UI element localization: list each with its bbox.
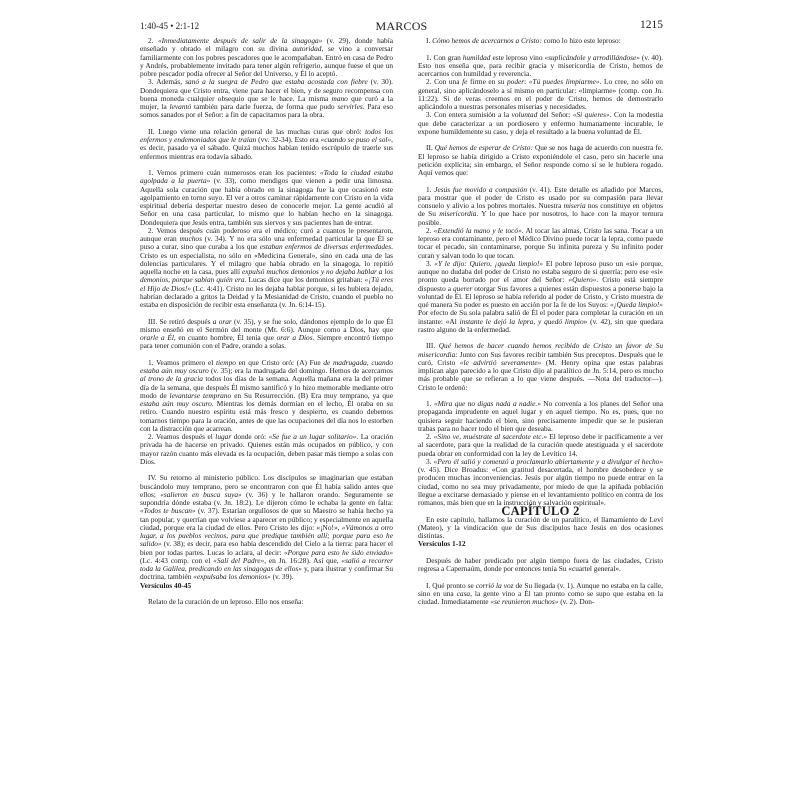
page-number: 1215	[640, 19, 663, 31]
paragraph: 3. «Pero él salió y comenzó a proclamarlo abiertamente y a divulgar el hecho» (v. 45). Dice Broadus: «Con gratitud desacertada, el hombre desobedece y se producen muchas inconveniencias. Jesús por algún tiempo no puede entrar en la ciudad, como no sea muy privadamente, por miedo de que la apiñada población llegue a excitarse demasiado y piense en el levantamiento político en contra de los romanos, más bien que en la instrucción y salvación espiritual».	[418, 456, 663, 507]
right-paragraphs-after	[418, 557, 663, 607]
emphasis: levantarse temprano	[169, 390, 232, 400]
emphasis: «Pero él salió y comenzó a proclamarlo abiertamente y a divulgar el hecho»	[433, 456, 663, 466]
paragraph: 1. Con gran humildad este leproso vino «suplicándole y arrodillándose» (v. 40). Esto nos enseña que, para recibir gracia y misericordia de Cristo, hemos de acercarnos con humildad y reverencia.	[418, 52, 664, 78]
emphasis: «salió a recorrer toda la Galilea, predicando en las sinagogas de ellos»	[140, 555, 393, 573]
emphasis: Jesús fue movido a compasión	[434, 184, 528, 194]
paragraph: Después de haber predicado por algún tiempo fuera de las ciudades, Cristo regresa a Capernaúm, donde por entonces tenía Su «cuartel general».	[418, 555, 663, 573]
emphasis: expulsó muchos demonios y no dejaba hablar a los demonios, porque sabían quién era	[140, 267, 394, 285]
emphasis: «expulsaba los demonios»	[193, 572, 271, 582]
paragraph: 1. Vemos primero cuán numerosos eran los pacientes: «Toda la ciudad estaba agolpada a la puerta» (v. 33), como mendigos que vienen a pedir una limosna. Aquella sola curación que había obrado en la sinagoga fue la que ocasionó este agolpamiento en torno suyo. El ver a otros caminar rápidamente con Cristo en la vida espiritual debería despertar nuestro deseo de conocerle mejor. La gente acudió al Señor en una casa particular, lo mismo que lo habían hecho en la sinagoga. Dondequiera que Jesús entra, también sus siervos y sus pacientes han de entrar.	[140, 168, 393, 227]
emphasis: «Porque para esto he sido enviado»	[283, 547, 393, 557]
emphasis: de madrugada, cuando estaba aún muy oscuro	[140, 357, 393, 375]
paragraph: 1. Jesús fue movido a compasión (v. 41). Este detalle es añadido por Marcos, para mostrar que el poder de Cristo es usado por su compasión para llevar consuelo y alivio a los pobres mortales. Nuestra miseria nos constituye en objetos de Su misericordia. Y lo que hace por nosotros, lo hace con la mayor ternura posible.	[418, 184, 664, 227]
emphasis: muchos	[179, 234, 202, 243]
emphasis: orarle a Él	[140, 333, 174, 342]
emphasis: sanó a la suegra de Pedro que estaba acostada con fiebre	[185, 77, 368, 87]
paragraph: 2. «Inmediatamente después de salir de la sinagoga» (v. 29), donde había enseñado y obrado el milagro con su divina autoridad, se vino a conversar familiarmente con los pobres pescadores que le acompañaban. Entró en casa de Pedro y Andrés, probablemente invitado para tener algún refrigerio, aunque fuese el que un pobre pescador podía ofrecer al Señor del Universo, y Él lo aceptó.	[140, 36, 394, 78]
emphasis: «Sino ve, muéstrate al sacerdote etc.»	[433, 432, 548, 441]
emphasis: «Salí del Padre»	[213, 555, 265, 565]
paragraph: I. Cómo hemos de acercarnos a Cristo: como lo hizo este leproso:	[426, 36, 621, 45]
paragraph: 3. Además, sanó a la suegra de Pedro que estaba acostada con fiebre (v. 30). Dondequiera que Cristo entra, viene para hacer el bien, y de seguro recompensa con buena moneda cualquier obsequio que se le hace. La misma mano que curó a la mujer, la levantó también para darle fuerza, de forma que pudo servirles. Para eso somos sanados por el Señor: a fin de capacitarnos para la obra.	[140, 77, 393, 120]
paragraph: III. Qué hemos de hacer cuando hemos recibido de Cristo un favor de Su misericordia: Junto con Sus favores recibir también Sus preceptos. Después que le curó, Cristo «le advirtió severamente» (M. Henry opina que estas palabras implican algo parecido a lo que Cristo dijo al paralítico de Jn. 5:14, pero es mucho más probable que se refieran a lo que viene después. —Nota del traductor—). Cristo le ordenó:	[418, 341, 664, 392]
emphasis: «¡Queda limpio!»	[610, 300, 663, 309]
emphasis: «Tú puedes limpiarme»	[528, 77, 600, 87]
right-paragraphs	[418, 37, 663, 507]
section-heading-1-12: Versículos 1-12	[418, 539, 466, 549]
emphasis: Qué hemos de esperar de Cristo:	[434, 143, 533, 153]
emphasis: al trono de la gracia	[140, 374, 203, 384]
emphasis: estaban enfermos de diversas enfermedades	[259, 242, 392, 252]
emphasis: fe	[462, 77, 468, 87]
emphasis: misericordia	[439, 209, 477, 219]
emphasis: miseria	[563, 201, 586, 210]
emphasis: poder	[507, 77, 525, 87]
paragraph: 3. Con entera sumisión a la voluntad del Señor: «Si quieres». Con la modestia que debe caracterizar a un pordiosero y enfermo humanamente incurable, le expone humildemente su caso, y deja el resultado a la buena voluntad de Él.	[418, 110, 663, 136]
emphasis: «Extendió la mano y le tocó»	[433, 225, 522, 235]
chapter-intro: En este capítulo, hallamos la curación de un paralítico, el llamamiento de Leví (Mateo), y la vindicación que de Sus discípulos hace Jesús en dos ocasiones distintas.	[418, 514, 663, 540]
book-page	[140, 0, 663, 800]
emphasis: orar a Dios	[276, 333, 313, 342]
emphasis: «Vámonos a otro lugar, a los pueblos vecinos, para que predique también allí; porque para eso he salido»	[140, 522, 393, 549]
emphasis: «Todos te buscan»	[140, 506, 196, 516]
paragraph: II. Luego viene una relación general de las muchas curas que obró: todos los enfermos y endemoniados que le traían (vv. 32-34). Esto era «cuando se puso el sol», es decir, pasado ya el sábado. Quizá muchos habían tenido escrúpulo de traerle sus enfermos mientras era todavía sábado.	[140, 126, 394, 161]
right-column	[418, 37, 663, 606]
paragraph: 3. «Y le dijo: Quiero, ¡queda limpio!» El pobre leproso puso un «si» porque, aunque no dudaba del poder de Cristo no estaba seguro de si querría; pero ese «si» pronto queda borrado por el amor del Señor: «Quiero». Cristo está siempre dispuesto a querer otorgar Sus favores a quienes están dispuestos a ponerse bajo la voluntad de Él. El leproso se había referido al poder de Cristo, y Cristo muestra de qué manera Su poder es puesto en acción por la fe de los Suyos: «¡Queda limpio!» Por efecto de Su sola palabra salió de Él el poder para completar la curación en un instante: «Al instante le dejó la lepra, y quedó limpio» (v. 42), sin que quedara rastro alguno de la enfermedad.	[418, 258, 664, 334]
section-intro: Relato de la curación de un leproso. Ello nos enseña:	[148, 597, 304, 606]
emphasis: Cómo hemos de acercarnos a Cristo:	[432, 36, 542, 45]
emphasis: voluntad	[511, 110, 538, 120]
paragraph: III. Se retiró después a orar (v. 35), y se fue solo, dándonos ejemplo de lo que Él mismo enseñó en el Sermón del monte (Mt. 6:6). Aunque como a Dios, hay que orarle a Él, en cuanto hombre, Él tenía que orar a Dios. Siempre encontró tiempo para tener comunión con el Padre, orando a solas.	[140, 316, 393, 351]
emphasis: «salieron en busca suya»	[160, 489, 242, 499]
paragraph: IV. Su retorno al ministerio público. Los discípulos se imaginarían que estaban buscándolo muy temprano, pero se encontraron con que Él había salido antes que ellos; «salieron en busca suya» (v. 36) y le hallaron orando. Seguramente se supondría dónde estaba (v. Jn. 18:2). Le dijeron cómo le echaba la gente en falta: «Todos te buscan» (v. 37). Estarían orgullosos de que su Maestro se había hecho ya tan popular, y querrían que volviese a aparecer en público; y especialmente en aquella ciudad, porque era la ciudad de ellos. Pero Cristo les dijo: «¡No!», «Vámonos a otro lugar, a los pueblos vecinos, para que predique también allí; porque para eso he salido» (v. 38); es decir, para eso había descendido del Cielo a la tierra: para hacer el bien por todas partes. Lucas lo aclara, al decir: «Porque para esto he sido enviado» (Lc. 4:43 comp. con el «Salí del Padre», en Jn. 16:28). Así que, «salió a recorrer toda la Galilea, predicando en las sinagogas de ellos» y, para ilustrar y confirmar Su doctrina, también «expulsaba los demonios» (v. 39).	[140, 473, 393, 582]
chapter-title: CAPÍTULO 2	[501, 504, 580, 519]
paragraph: 2. Vemos después cuán poderoso era el médico; curó a cuantos le presentaron, aunque eran muchos (v. 34). Y no era sólo una enfermedad particular la que Él se puso a curar, sino que curaba a los que estaban enfermos de diversas enfermedades. Cristo es un especialista, no sólo en «Medicina General», sino en cada una de las dolencias particulares. Y el milagro que había obrado en la sinagoga, lo repitió aquella noche en la casa, pues allí expulsó muchos demonios y no dejaba hablar a los demonios, porque sabían quién era. Lucas dice que los demonios gritaban: «¡Tú eres el Hijo de Dios!» (Lc. 4:41). Cristo no les dejaba hablar porque, si les hubiera dejado, habrían declarado a gritos la Deidad y la Mesianidad de Cristo, cuando el pueblo no estaba en disposición de recibir esta enseñanza (v. Jn. 6:14-15).	[140, 225, 394, 309]
emphasis: corrió la voz	[475, 580, 514, 590]
book-title: MARCOS	[375, 19, 428, 33]
emphasis: servirles	[337, 102, 363, 111]
section-heading-40-45: Versículos 40-45	[140, 580, 192, 590]
emphasis: «Si quieres»	[572, 110, 610, 120]
paragraph: 2. «Extendió la mano y le tocó». Al tocar las almas, Cristo las sana. Tocar a un leproso era contaminante, pero el Médico Divino puede tocar la lepra, como puede tocar el pecado, sin contaminarse, porque Su infinita pureza y Su infinito poder curan y salvan todo lo que tocan.	[418, 225, 664, 260]
emphasis: «Mira que no digas nada a nadie.»	[433, 399, 541, 408]
emphasis: estaba aún muy oscuro	[140, 399, 212, 408]
paragraph: 2. «Sino ve, muéstrate al sacerdote etc.» El leproso debe ir pacíficamente a ver al sacerdote, para que la realidad de la curación quede atestiguada y el sacerdote pueda obrar en conformidad con la ley de Levítico 14.	[418, 432, 663, 458]
emphasis: todos los enfermos y endemoniados que le traían	[140, 126, 394, 144]
running-head	[140, 19, 663, 33]
emphasis: «cuando se puso el sol»	[320, 135, 392, 144]
emphasis: tiempo	[215, 357, 236, 367]
emphasis: «Se fue a un lugar solitario»	[268, 432, 357, 441]
emphasis: instante le dejó la lepra, y quedó limpio	[459, 316, 584, 326]
emphasis: autoridad	[292, 44, 322, 54]
emphasis: a orar	[212, 316, 232, 326]
verse-range: 1:40-45 • 2:1-12	[140, 21, 200, 31]
emphasis: «¡Tú eres el Hijo de Dios!»	[140, 275, 393, 293]
paragraph: 2. Con una fe firme en su poder: «Tú puedes limpiarme». Lo cree, no sólo en general, sino aplicándoselo a sí mismo en particular: «limpiarme» (comp. con Jn. 11:22). Si de veras creemos en el poder de Cristo, hemos de demostrarlo aplicándolo a nuestras personales miserias y necesidades.	[418, 77, 663, 111]
emphasis: «Inmediatamente después de salir de la sinagoga»	[157, 36, 323, 45]
emphasis: casa	[456, 588, 471, 598]
paragraph: I. Qué pronto se corrió la voz de Su llegada (v. 1). Aunque no estaba en la calle, sino en una casa, la gente vino a Él tan pronto como se supo que estaba en la ciudad. Inmediatamente «se reunieron muchos» (v. 2). Don-	[418, 580, 663, 606]
emphasis: «Quiero»	[568, 275, 597, 285]
emphasis: lugar	[215, 432, 232, 441]
emphasis: querer	[453, 283, 473, 293]
left-paragraphs	[140, 37, 393, 582]
emphasis: levantó	[169, 102, 192, 111]
emphasis: Qué hemos de hacer cuando hemos recibido de Cristo un favor de Su misericordia:	[418, 341, 664, 359]
emphasis: mano	[331, 93, 348, 103]
paragraph: 2. Veamos después el lugar donde oró: «Se fue a un lugar solitario». La oración privada ha de hacerse en privado. Quienes están más ocupados en público, y con mayor razón cuanto más elevada es la ocupación, deben pasar más tiempo a solas con Dios.	[140, 432, 393, 466]
left-column	[140, 37, 393, 606]
paragraph: II. Qué hemos de esperar de Cristo: Que se nos haga de acuerdo con nuestra fe. El leproso se había dirigido a Cristo exponiéndole el caso, pero sin hacerle una petición explícita; sin embargo, el Señor responde como si se le hubiera rogado. Aquí vemos que:	[418, 143, 663, 177]
emphasis: «Y le dijo: Quiero, ¡queda limpio!»	[434, 258, 544, 268]
paragraph: 1. Veamos primero el tiempo en que Cristo oró: (A) Fue de madrugada, cuando estaba aún muy oscuro (v. 35); era la madrugada del domingo. Hemos de acercarnos al trono de la gracia todos los días de la semana. Aquella mañana era la del primer día de la semana, que después Él mismo santificó y lo hizo memorable mediante otro modo de levantarse temprano en Su Resurrección. (B) Era muy temprano, ya que estaba aún muy oscuro. Mientras los demás dormían en el lecho, Él oraba en su retiro. Cuando nuestro espíritu está más fresco y despierto, es cuando debemos tomarnos tiempo para la oración, antes de que las ocupaciones del día nos lo estorben con la distracción que acarrean.	[140, 357, 393, 433]
paragraph: 1. «Mira que no digas nada a nadie.» No convenía a los planes del Señor una propaganda imprudente en aquel lugar y en aquel tiempo. No es, pues, que no quisiera seguir haciendo el bien, sino precisamente impedir que se le pusieran trabas para no hacer todo el bien que deseaba.	[418, 399, 664, 433]
emphasis: humildad	[462, 52, 491, 62]
emphasis: «se reunieron muchos»	[490, 597, 559, 606]
emphasis: «le advirtió severamente»	[459, 357, 542, 367]
emphasis: «suplicándole y arrodillándose»	[544, 52, 640, 62]
emphasis: «Toda la ciudad estaba agolpada a la puerta»	[140, 168, 393, 186]
